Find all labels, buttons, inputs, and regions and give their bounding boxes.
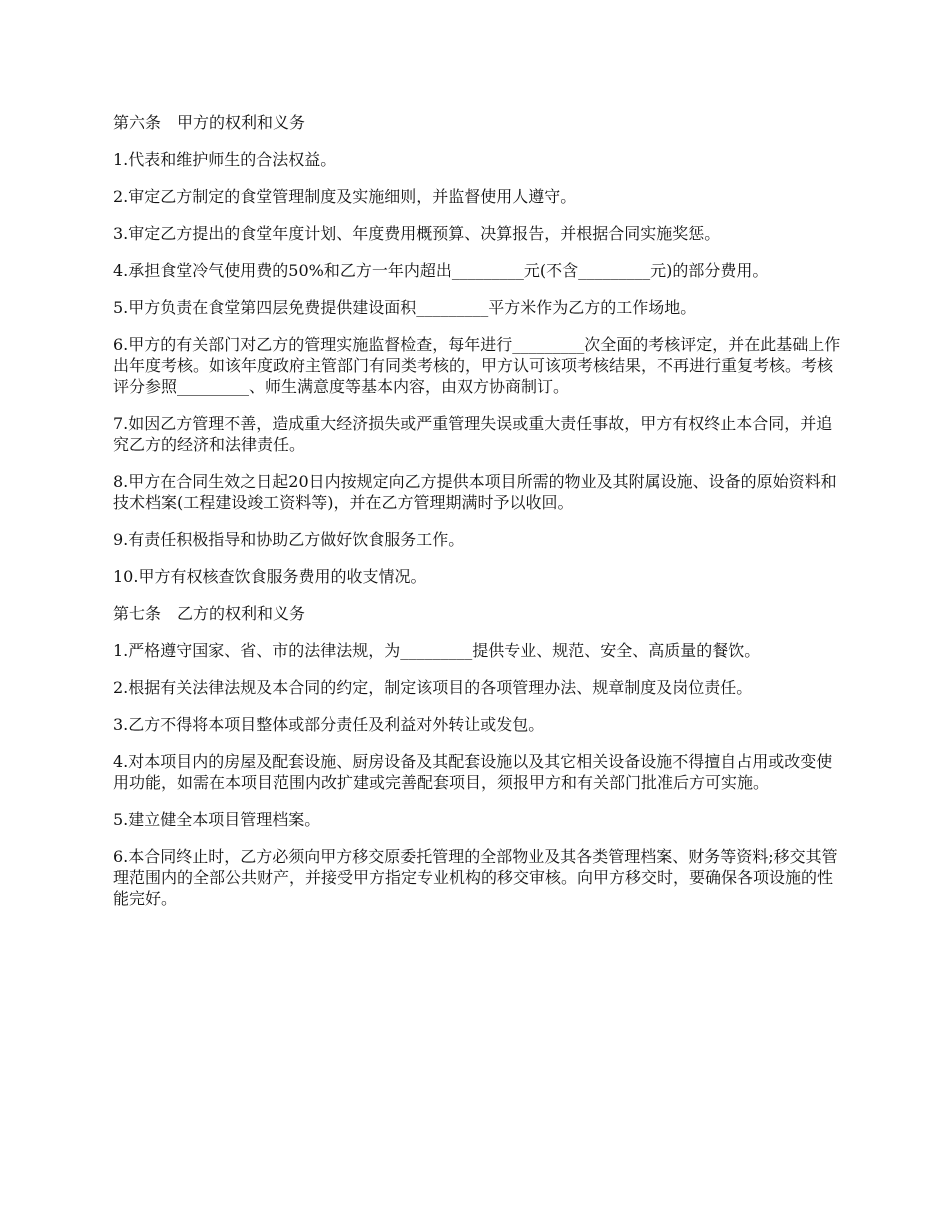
- section6-item-6: 6.甲方的有关部门对乙方的管理实施监督检查，每年进行_________次全面的考核评定，并在此基础上作出年度考核。如该年度政府主管部门有同类考核的，甲方认可该项考核结果，不再进行重复考核。考核评分参照_________、师生满意度等基本内容，由双方协商制订。: [113, 335, 841, 396]
- section7-item-1: 1.严格遵守国家、省、市的法律法规，为_________提供专业、规范、安全、高质量的餐饮。: [113, 641, 761, 660]
- section7-item-6: 6.本合同终止时，乙方必须向甲方移交原委托管理的全部物业及其各类管理档案、财务等资料;移交其管理范围内的全部公共财产，并接受甲方指定专业机构的移交审核。向甲方移交时，要确保各项设施的性能完好。: [113, 847, 838, 908]
- section7-item-3: 3.乙方不得将本项目整体或部分责任及利益对外转让或发包。: [113, 715, 545, 734]
- section6-item-7: 7.如因乙方管理不善，造成重大经济损失或严重管理失误或重大责任事故，甲方有权终止本合同，并追究乙方的经济和法律责任。: [113, 414, 833, 454]
- section6-item-4: 4.承担食堂冷气使用费的50%和乙方一年内超出_________元(不含_________元)的部分费用。: [113, 261, 769, 280]
- section6-heading: 第六条 甲方的权利和义务: [113, 113, 306, 132]
- section7-item-5: 5.建立健全本项目管理档案。: [113, 810, 321, 829]
- section6-item-1: 1.代表和维护师生的合法权益。: [113, 150, 337, 169]
- section6-item-3: 3.审定乙方提出的食堂年度计划、年度费用概预算、决算报告，并根据合同实施奖惩。: [113, 224, 721, 243]
- section6-item-8: 8.甲方在合同生效之日起20日内按规定向乙方提供本项目所需的物业及其附属设施、设备的原始资料和技术档案(工程建设竣工资料等)，并在乙方管理期满时予以收回。: [113, 472, 837, 512]
- section6-item-2: 2.审定乙方制定的食堂管理制度及实施细则，并监督使用人遵守。: [113, 187, 577, 206]
- section6-item-9: 9.有责任积极指导和协助乙方做好饮食服务工作。: [113, 530, 465, 549]
- section7-item-2: 2.根据有关法律法规及本合同的约定，制定该项目的各项管理办法、规章制度及岗位责任。: [113, 678, 753, 697]
- section7-item-4: 4.对本项目内的房屋及配套设施、厨房设备及其配套设施以及其它相关设备设施不得擅自占用或改变使用功能，如需在本项目范围内改扩建或完善配套项目，须报甲方和有关部门批准后方可实施。: [113, 752, 833, 792]
- section7-heading: 第七条 乙方的权利和义务: [113, 604, 306, 623]
- section6-item-5: 5.甲方负责在食堂第四层免费提供建设面积_________平方米作为乙方的工作场地。: [113, 298, 697, 317]
- section6-item-10: 10.甲方有权核查饮食服务费用的收支情况。: [113, 567, 427, 586]
- document-page: [113, 112, 848, 925]
